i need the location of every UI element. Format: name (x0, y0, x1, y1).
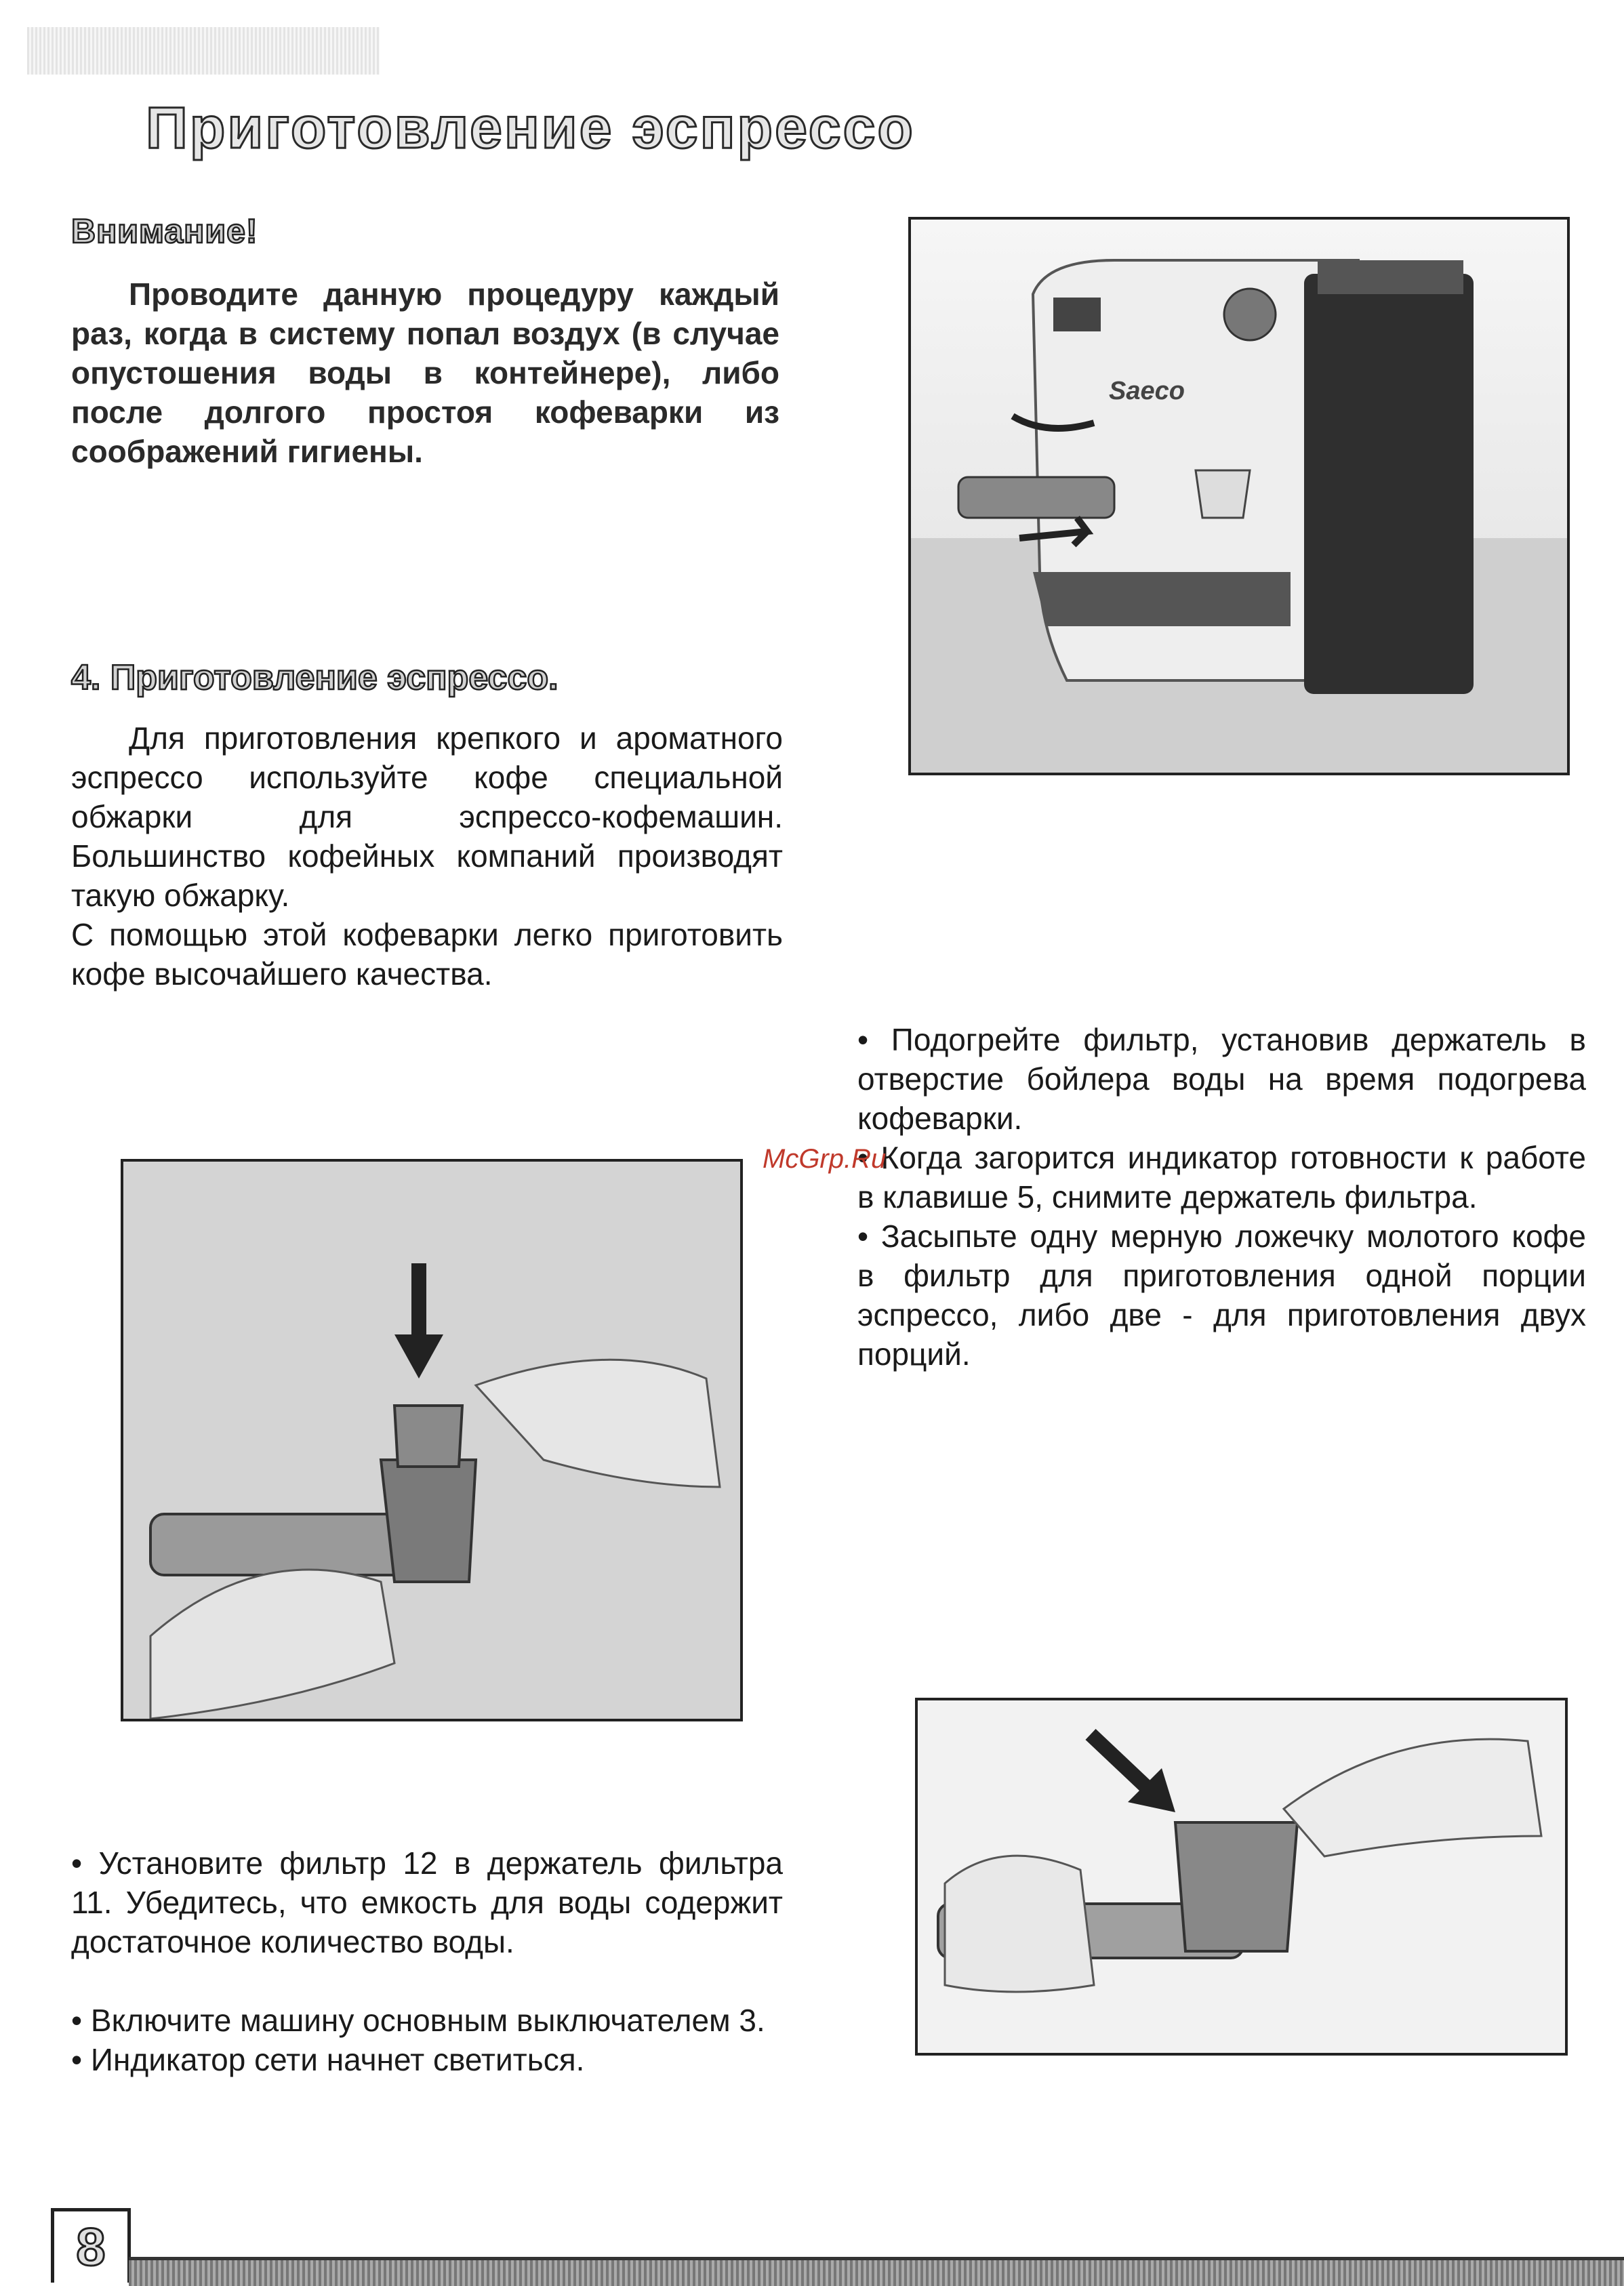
warning-heading: Внимание! (71, 212, 258, 250)
intro-paragraph-1: Для приготовления крепкого и ароматного эспрессо используйте кофе специальной обжарки для эспрессо-кофемашин. Большинство кофейных компаний производят такую обжарку. (71, 720, 783, 913)
step-switch-on: • Включите машину основным выключателем 3. (71, 2003, 765, 2038)
steps-left-column (71, 1843, 783, 2079)
coffee-machine-illustration (911, 220, 1567, 773)
filter-holder-illustration (918, 1700, 1565, 2053)
step-install-filter: • Установите фильтр 12 в держатель фильтра 11. Убедитесь, что емкость для воды содержит достаточное количество воды. (71, 1845, 783, 1959)
step-add-coffee: • Засыпьте одну мерную ложечку молотого кофе в фильтр для приготовления одной порции эспрессо, либо две - для приготовления двух порций. (857, 1219, 1586, 1372)
steps-right-column (857, 1020, 1586, 1374)
page-title: Приготовление эспрессо (146, 96, 915, 161)
intro-paragraph-2: С помощью этой кофеварки легко приготовить кофе высочайшего качества. (71, 917, 783, 992)
page-number: 8 (51, 2208, 131, 2283)
footer-bar (129, 2257, 1624, 2286)
filter-holder-photo (915, 1698, 1568, 2056)
filter-insert-illustration (123, 1162, 740, 1719)
filter-insert-photo (121, 1159, 743, 1721)
scan-corner-noise (27, 27, 380, 75)
step-preheat-filter: • Подогрейте фильтр, установив держатель в отверстие бойлера воды на время подогрева кофеварки. (857, 1022, 1586, 1136)
step-power-indicator: • Индикатор сети начнет светиться. (71, 2042, 585, 2077)
section-heading: 4. Приготовление эспрессо. (71, 658, 559, 697)
watermark: McGrp.Ru (763, 1144, 887, 1174)
step-remove-holder: • Когда загорится индикатор готовности к работе в клавише 5, снимите держатель фильтра. (857, 1140, 1586, 1215)
machine-brand-label: Saeco (1109, 377, 1185, 405)
coffee-machine-photo (908, 217, 1570, 775)
section-intro (71, 718, 783, 994)
warning-text: Проводите данную процедуру каждый раз, когда в систему попал воздух (в случае опустошения воды в контейнере), либо после долгого простоя кофеварки из соображений гигиены. (71, 277, 779, 469)
